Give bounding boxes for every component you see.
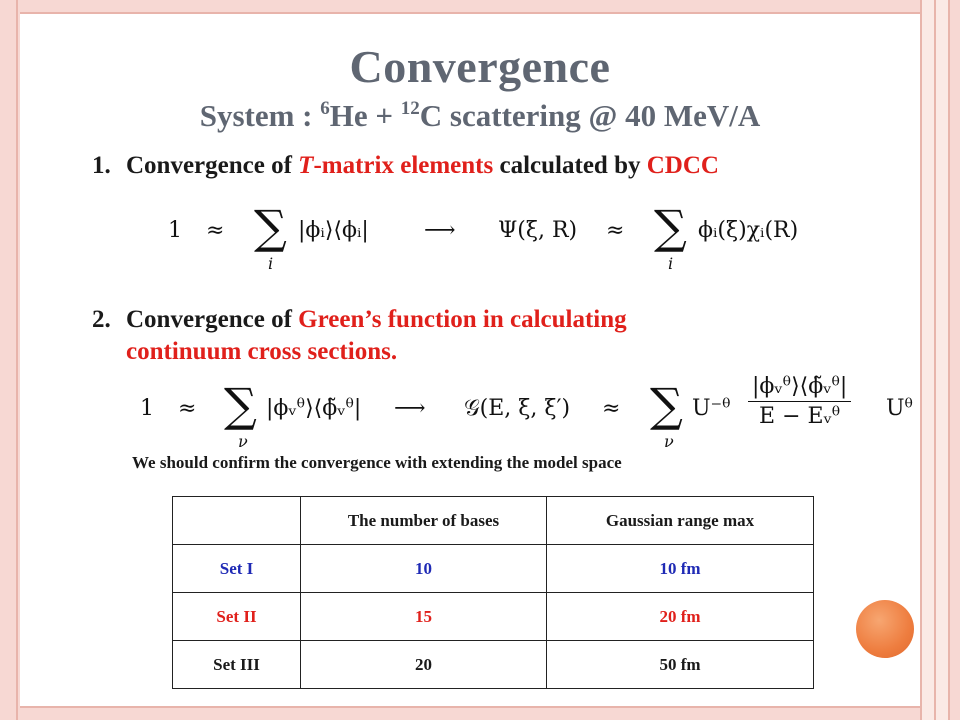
- table-header-row: [173, 497, 814, 545]
- eq1-expansion: ϕᵢ(ξ)χᵢ(R): [698, 218, 799, 243]
- slide-subtitle: [0, 98, 960, 134]
- eq1-sum-index: i: [268, 254, 274, 273]
- table-cell-bases: 20: [301, 641, 547, 689]
- table-header-bases: The number of bases: [301, 497, 547, 545]
- eq1-sum2-index: i: [668, 254, 674, 273]
- subtitle-mass-number-c: 12: [400, 98, 420, 119]
- table-cell-set: Set II: [173, 593, 301, 641]
- table-cell-bases: 10: [301, 545, 547, 593]
- list-number: 1.: [92, 152, 111, 179]
- list-item-2: [92, 304, 627, 368]
- eq1-one: 1: [168, 218, 182, 243]
- item1-text-c: calculated by: [493, 152, 647, 179]
- table-cell-range: 10 fm: [547, 545, 814, 593]
- eq1-sum2: ∑: [654, 200, 687, 254]
- eq1-projector: |ϕᵢ⟩⟨ϕᵢ|: [298, 218, 369, 243]
- item2-text-a: Convergence of: [126, 306, 299, 333]
- subtitle-suffix: C scattering @ 40 MeV/A: [419, 98, 761, 133]
- table-cell-set: Set I: [173, 545, 301, 593]
- eq2-one: 1: [140, 396, 154, 421]
- table-row: [173, 641, 814, 689]
- table-row: [173, 545, 814, 593]
- subtitle-mid: He +: [329, 98, 401, 133]
- eq2-green: 𝒢(E, ξ, ξ′): [464, 396, 571, 421]
- table-header-empty: [173, 497, 301, 545]
- subtitle-prefix: System :: [199, 98, 321, 133]
- item2-highlight: Green’s function in calculating: [298, 306, 627, 333]
- table-cell-bases: 15: [301, 593, 547, 641]
- eq2-sum2: ∑: [650, 378, 683, 432]
- eq1-sum: ∑: [254, 200, 287, 254]
- eq2-fraction-denominator: E − Eᵥᶿ: [759, 404, 841, 429]
- eq2-fraction: [748, 374, 851, 429]
- decorative-orb: [856, 600, 914, 658]
- table-cell-set: Set III: [173, 641, 301, 689]
- table-row: [173, 593, 814, 641]
- eq1-psi: Ψ(ξ, R): [498, 218, 578, 243]
- basis-sets-table: [172, 496, 814, 689]
- item1-highlight: [298, 152, 493, 179]
- eq1-approx: ≈: [206, 218, 225, 243]
- eq2-approx: ≈: [178, 396, 197, 421]
- subtitle-mass-number-he: 6: [320, 98, 330, 119]
- eq2-sum: ∑: [224, 378, 257, 432]
- slide-title: Convergence: [349, 41, 611, 92]
- eq2-u-right: Uᶿ: [886, 396, 914, 421]
- eq2-arrow: ⟶: [394, 396, 426, 421]
- table-cell-range: 50 fm: [547, 641, 814, 689]
- eq2-projector: |ϕᵥᶿ⟩⟨ϕ̃ᵥᶿ|: [266, 396, 362, 421]
- model-space-note: We should confirm the convergence with extending the model space: [132, 453, 622, 472]
- slide-frame-top: [20, 0, 920, 14]
- item1-t-italic: T: [298, 152, 314, 179]
- item1-text-a: Convergence of: [126, 152, 299, 179]
- list-number: 2.: [92, 306, 111, 333]
- eq2-u-left: U⁻ᶿ: [692, 396, 731, 421]
- eq2-sum2-index: ν: [664, 432, 674, 451]
- item1-text-b: -matrix elements: [313, 152, 494, 179]
- item2-line2: continuum cross sections.: [126, 338, 398, 365]
- eq1-arrow: ⟶: [424, 218, 456, 243]
- list-item-1: [92, 152, 719, 180]
- slide-frame-bottom: [20, 706, 920, 720]
- eq2-fraction-numerator: |ϕᵥᶿ⟩⟨ϕ̃ᵥᶿ|: [748, 374, 851, 402]
- eq1-approx2: ≈: [606, 218, 625, 243]
- eq2-approx2: ≈: [602, 396, 621, 421]
- eq2-sum-index: ν: [238, 432, 248, 451]
- table-cell-range: 20 fm: [547, 593, 814, 641]
- item1-cdcc: CDCC: [646, 152, 719, 179]
- table-header-range: Gaussian range max: [547, 497, 814, 545]
